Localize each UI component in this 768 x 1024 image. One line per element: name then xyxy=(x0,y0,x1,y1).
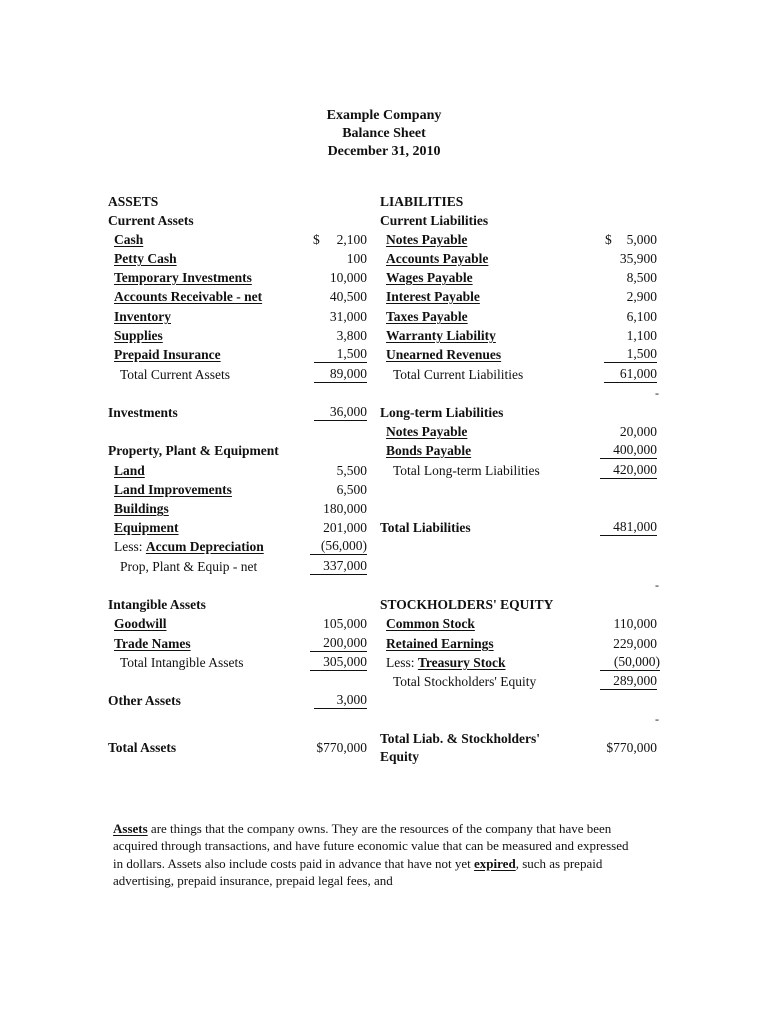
asset-label: Temporary Investments xyxy=(114,270,252,285)
total-longterm-label: Total Long-term Liabilities xyxy=(393,463,540,478)
expired-term: expired xyxy=(474,855,516,871)
asset-value: 40,500 xyxy=(329,289,367,304)
total-liabilities-value: 481,000 xyxy=(600,518,657,536)
liability-label: Notes Payable xyxy=(386,424,468,439)
paragraph-text-2: , such as prepaid advertising, prepaid insurance, prepaid legal fees, and xyxy=(113,855,603,888)
liability-label: Accounts Payable xyxy=(386,251,489,266)
longterm-liabilities-heading: Long-term Liabilities xyxy=(380,405,504,420)
other-assets-label: Other Assets xyxy=(108,693,181,708)
currency-symbol: $ xyxy=(605,232,612,247)
asset-label: Inventory xyxy=(114,309,171,324)
asset-label: Cash xyxy=(114,232,144,247)
equity-heading: STOCKHOLDERS' EQUITY xyxy=(380,597,554,612)
asset-value: 2,100 xyxy=(336,232,367,247)
asset-value: 100 xyxy=(346,251,367,266)
asset-label: Goodwill xyxy=(114,616,167,631)
assets-term: Assets xyxy=(113,821,148,836)
liability-value: 35,900 xyxy=(619,251,657,266)
liability-label: Taxes Payable xyxy=(386,309,468,324)
liability-label: Interest Payable xyxy=(386,289,480,304)
dash-mark: - xyxy=(655,712,659,726)
total-liab-equity-value: $770,000 xyxy=(606,740,657,755)
asset-label: Petty Cash xyxy=(114,251,177,266)
total-assets-value: $770,000 xyxy=(316,740,367,755)
liability-value: 8,500 xyxy=(626,270,657,285)
liability-value: 5,000 xyxy=(626,232,657,247)
total-liab-equity-label-line2: Equity xyxy=(380,749,420,764)
total-current-liabilities-label: Total Current Liabilities xyxy=(393,367,524,382)
accum-depreciation-row xyxy=(114,537,264,556)
investments-value: 36,000 xyxy=(314,403,367,421)
liability-value: 1,100 xyxy=(626,328,657,343)
asset-value: 6,500 xyxy=(336,482,367,497)
company-name: Example Company xyxy=(326,108,442,123)
treasury-stock-label: Treasury Stock xyxy=(417,655,506,670)
liability-label: Notes Payable xyxy=(386,232,468,247)
asset-value: 1,500 xyxy=(314,345,367,363)
total-assets-label: Total Assets xyxy=(108,740,177,755)
ppe-net-label: Prop, Plant & Equip - net xyxy=(120,559,258,574)
equity-value: 229,000 xyxy=(613,636,657,651)
asset-value: 3,800 xyxy=(336,328,367,343)
liability-label: Wages Payable xyxy=(386,270,473,285)
liability-value: 2,900 xyxy=(626,289,657,304)
ppe-heading: Property, Plant & Equipment xyxy=(108,443,279,458)
asset-label: Land Improvements xyxy=(114,482,232,497)
asset-value: 201,000 xyxy=(323,520,367,535)
liability-label: Bonds Payable xyxy=(386,443,472,458)
asset-label: Prepaid Insurance xyxy=(114,347,221,362)
dash-mark: - xyxy=(655,386,659,400)
asset-label: Land xyxy=(114,463,145,478)
asset-label: Accounts Receivable - net xyxy=(114,289,263,304)
accum-depreciation-value: (56,000) xyxy=(310,537,367,555)
liabilities-heading: LIABILITIES xyxy=(380,194,464,209)
total-current-assets-value: 89,000 xyxy=(314,365,367,383)
less-prefix: Less: xyxy=(386,655,418,670)
intangible-assets-heading: Intangible Assets xyxy=(108,597,206,612)
equity-label: Common Stock xyxy=(386,616,475,631)
asset-value: 31,000 xyxy=(329,309,367,324)
total-current-liabilities-value: 61,000 xyxy=(604,365,657,383)
equity-value: 110,000 xyxy=(613,616,657,631)
asset-label: Trade Names xyxy=(114,636,191,651)
asset-value: 105,000 xyxy=(323,616,367,631)
liability-label: Warranty Liability xyxy=(386,328,496,343)
asset-label: Buildings xyxy=(114,501,169,516)
liability-value: 400,000 xyxy=(600,441,657,459)
asset-label: Equipment xyxy=(114,520,179,535)
liability-value: 6,100 xyxy=(626,309,657,324)
statement-date: December 31, 2010 xyxy=(327,144,441,159)
asset-value: 200,000 xyxy=(310,634,367,652)
total-current-assets-label: Total Current Assets xyxy=(120,367,231,382)
other-assets-value: 3,000 xyxy=(314,691,367,709)
total-liab-equity-label-line1: Total Liab. & Stockholders' xyxy=(380,731,541,746)
current-liabilities-heading: Current Liabilities xyxy=(380,213,489,228)
dash-mark: - xyxy=(655,578,659,592)
treasury-stock-value: (50,000) xyxy=(600,653,660,671)
less-prefix: Less: xyxy=(114,539,146,554)
asset-value: 180,000 xyxy=(323,501,367,516)
treasury-stock-row xyxy=(386,653,506,672)
total-intangible-value: 305,000 xyxy=(310,653,367,671)
currency-symbol: $ xyxy=(313,232,320,247)
accum-depreciation-label: Accum Depreciation xyxy=(145,539,264,554)
total-liabilities-label: Total Liabilities xyxy=(380,520,471,535)
liability-value: 1,500 xyxy=(604,345,657,363)
asset-value: 10,000 xyxy=(329,270,367,285)
assets-definition-paragraph xyxy=(113,820,633,889)
ppe-net-value: 337,000 xyxy=(310,557,367,575)
equity-label: Retained Earnings xyxy=(386,636,494,651)
total-longterm-value: 420,000 xyxy=(600,461,657,479)
asset-label: Supplies xyxy=(114,328,163,343)
document-title: Balance Sheet xyxy=(342,126,426,141)
liability-value: 20,000 xyxy=(619,424,657,439)
paragraph-text-1: are things that the company owns. They are the resources of the company that have been acquired through transactions, and have future economic value that can be measured and expressed in dollars. Assets also include costs paid in advance that have not yet xyxy=(113,821,629,871)
total-equity-label: Total Stockholders' Equity xyxy=(393,674,537,689)
investments-label: Investments xyxy=(108,405,178,420)
assets-heading: ASSETS xyxy=(108,194,159,209)
asset-value: 5,500 xyxy=(336,463,367,478)
current-assets-heading: Current Assets xyxy=(108,213,194,228)
total-equity-value: 289,000 xyxy=(600,672,657,690)
liability-label: Unearned Revenues xyxy=(386,347,502,362)
total-intangible-label: Total Intangible Assets xyxy=(120,655,244,670)
